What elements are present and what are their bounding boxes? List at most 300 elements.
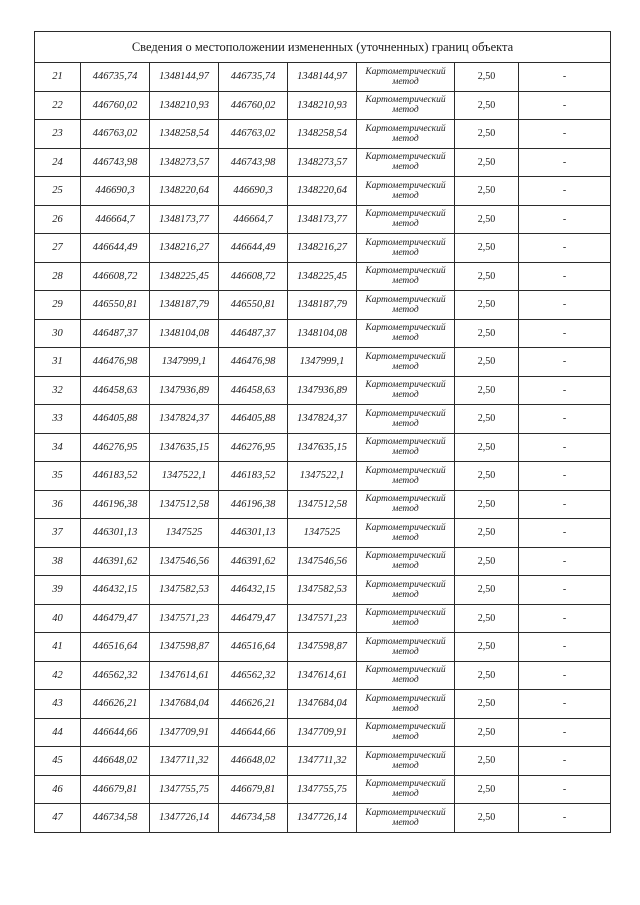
point-number-cell: 42 — [35, 661, 81, 690]
point-number-cell: 41 — [35, 633, 81, 662]
note-cell: - — [519, 376, 611, 405]
precision-cell: 2,50 — [455, 291, 519, 320]
refined-y-cell: 1348104,08 — [288, 319, 357, 348]
point-number-cell: 44 — [35, 718, 81, 747]
refined-x-cell: 446690,3 — [219, 177, 288, 206]
note-cell: - — [519, 148, 611, 177]
point-number-cell: 38 — [35, 547, 81, 576]
method-line-1: Картометрический — [365, 123, 446, 134]
precision-cell: 2,50 — [455, 490, 519, 519]
existing-x-cell: 446679,81 — [81, 775, 150, 804]
table-title: Сведения о местоположении измененных (уточненных) границ объекта — [35, 32, 611, 63]
table-row — [35, 547, 611, 576]
method-cell — [357, 177, 455, 206]
method-line-2: метод — [392, 276, 419, 287]
table-body — [35, 63, 611, 833]
method-line-1: Картометрический — [365, 152, 446, 163]
method-line-1: Картометрический — [365, 522, 446, 533]
refined-x-cell: 446550,81 — [219, 291, 288, 320]
method-line-1: Картометрический — [365, 551, 446, 562]
method-line-1: Картометрический — [365, 494, 446, 505]
precision-cell: 2,50 — [455, 319, 519, 348]
point-number-cell: 40 — [35, 604, 81, 633]
refined-x-cell: 446301,13 — [219, 519, 288, 548]
method-cell — [357, 405, 455, 434]
existing-y-cell: 1348144,97 — [150, 63, 219, 92]
table-row — [35, 462, 611, 491]
refined-y-cell: 1347999,1 — [288, 348, 357, 377]
method-line-1: Картометрический — [365, 294, 446, 305]
note-cell: - — [519, 262, 611, 291]
table-row — [35, 91, 611, 120]
method-cell — [357, 319, 455, 348]
refined-x-cell: 446644,66 — [219, 718, 288, 747]
existing-y-cell: 1347525 — [150, 519, 219, 548]
existing-x-cell: 446743,98 — [81, 148, 150, 177]
precision-cell: 2,50 — [455, 718, 519, 747]
method-line-2: метод — [392, 618, 419, 629]
refined-x-cell: 446608,72 — [219, 262, 288, 291]
table-row — [35, 690, 611, 719]
refined-x-cell: 446644,49 — [219, 234, 288, 263]
existing-x-cell: 446608,72 — [81, 262, 150, 291]
method-line-2: метод — [392, 390, 419, 401]
method-line-2: метод — [392, 817, 419, 828]
existing-y-cell: 1348225,45 — [150, 262, 219, 291]
method-cell — [357, 262, 455, 291]
existing-x-cell: 446391,62 — [81, 547, 150, 576]
existing-x-cell: 446301,13 — [81, 519, 150, 548]
precision-cell: 2,50 — [455, 576, 519, 605]
note-cell: - — [519, 547, 611, 576]
note-cell: - — [519, 433, 611, 462]
method-cell — [357, 291, 455, 320]
refined-y-cell: 1347936,89 — [288, 376, 357, 405]
precision-cell: 2,50 — [455, 348, 519, 377]
existing-y-cell: 1347522,1 — [150, 462, 219, 491]
method-line-2: метод — [392, 162, 419, 173]
refined-x-cell: 446432,15 — [219, 576, 288, 605]
method-line-2: метод — [392, 133, 419, 144]
refined-x-cell: 446479,47 — [219, 604, 288, 633]
point-number-cell: 39 — [35, 576, 81, 605]
method-line-1: Картометрический — [365, 693, 446, 704]
method-line-2: метод — [392, 760, 419, 771]
precision-cell: 2,50 — [455, 376, 519, 405]
refined-y-cell: 1347709,91 — [288, 718, 357, 747]
method-line-2: метод — [392, 732, 419, 743]
existing-x-cell: 446735,74 — [81, 63, 150, 92]
table-row — [35, 576, 611, 605]
table-row — [35, 348, 611, 377]
table-row — [35, 319, 611, 348]
method-cell — [357, 604, 455, 633]
note-cell: - — [519, 120, 611, 149]
table-row — [35, 633, 611, 662]
method-line-1: Картометрический — [365, 750, 446, 761]
point-number-cell: 46 — [35, 775, 81, 804]
method-line-1: Картометрический — [365, 209, 446, 220]
existing-x-cell: 446664,7 — [81, 205, 150, 234]
method-cell — [357, 234, 455, 263]
precision-cell: 2,50 — [455, 775, 519, 804]
method-line-1: Картометрический — [365, 351, 446, 362]
existing-y-cell: 1347571,23 — [150, 604, 219, 633]
precision-cell: 2,50 — [455, 633, 519, 662]
method-line-2: метод — [392, 304, 419, 315]
note-cell: - — [519, 718, 611, 747]
table-row — [35, 262, 611, 291]
refined-y-cell: 1348187,79 — [288, 291, 357, 320]
existing-y-cell: 1347512,58 — [150, 490, 219, 519]
existing-y-cell: 1348187,79 — [150, 291, 219, 320]
method-cell — [357, 490, 455, 519]
note-cell: - — [519, 690, 611, 719]
method-line-2: метод — [392, 219, 419, 230]
precision-cell: 2,50 — [455, 205, 519, 234]
existing-x-cell: 446476,98 — [81, 348, 150, 377]
refined-y-cell: 1348210,93 — [288, 91, 357, 120]
method-line-1: Картометрический — [365, 608, 446, 619]
precision-cell: 2,50 — [455, 462, 519, 491]
existing-y-cell: 1347824,37 — [150, 405, 219, 434]
method-cell — [357, 690, 455, 719]
refined-y-cell: 1347522,1 — [288, 462, 357, 491]
method-line-1: Картометрический — [365, 323, 446, 334]
precision-cell: 2,50 — [455, 63, 519, 92]
refined-y-cell: 1347571,23 — [288, 604, 357, 633]
method-line-1: Картометрический — [365, 437, 446, 448]
point-number-cell: 32 — [35, 376, 81, 405]
existing-y-cell: 1348220,64 — [150, 177, 219, 206]
note-cell: - — [519, 462, 611, 491]
existing-x-cell: 446276,95 — [81, 433, 150, 462]
precision-cell: 2,50 — [455, 747, 519, 776]
method-line-1: Картометрический — [365, 408, 446, 419]
table-row — [35, 519, 611, 548]
precision-cell: 2,50 — [455, 234, 519, 263]
precision-cell: 2,50 — [455, 519, 519, 548]
precision-cell: 2,50 — [455, 91, 519, 120]
refined-x-cell: 446276,95 — [219, 433, 288, 462]
method-line-2: метод — [392, 361, 419, 372]
refined-y-cell: 1347684,04 — [288, 690, 357, 719]
precision-cell: 2,50 — [455, 604, 519, 633]
method-line-2: метод — [392, 105, 419, 116]
precision-cell: 2,50 — [455, 262, 519, 291]
refined-x-cell: 446405,88 — [219, 405, 288, 434]
table-row — [35, 433, 611, 462]
refined-y-cell: 1347726,14 — [288, 804, 357, 833]
point-number-cell: 45 — [35, 747, 81, 776]
point-number-cell: 30 — [35, 319, 81, 348]
point-number-cell: 31 — [35, 348, 81, 377]
refined-y-cell: 1348220,64 — [288, 177, 357, 206]
existing-y-cell: 1347711,32 — [150, 747, 219, 776]
method-cell — [357, 547, 455, 576]
precision-cell: 2,50 — [455, 433, 519, 462]
note-cell: - — [519, 747, 611, 776]
method-line-2: метод — [392, 561, 419, 572]
precision-cell: 2,50 — [455, 661, 519, 690]
refined-x-cell: 446562,32 — [219, 661, 288, 690]
refined-x-cell: 446679,81 — [219, 775, 288, 804]
refined-x-cell: 446476,98 — [219, 348, 288, 377]
method-line-2: метод — [392, 646, 419, 657]
table-row — [35, 490, 611, 519]
method-line-1: Картометрический — [365, 807, 446, 818]
method-line-1: Картометрический — [365, 665, 446, 676]
refined-y-cell: 1347614,61 — [288, 661, 357, 690]
table-row — [35, 804, 611, 833]
precision-cell: 2,50 — [455, 148, 519, 177]
refined-x-cell: 446734,58 — [219, 804, 288, 833]
refined-y-cell: 1347598,87 — [288, 633, 357, 662]
table-row — [35, 148, 611, 177]
existing-x-cell: 446550,81 — [81, 291, 150, 320]
refined-y-cell: 1348144,97 — [288, 63, 357, 92]
method-line-2: метод — [392, 333, 419, 344]
table-row — [35, 405, 611, 434]
refined-x-cell: 446735,74 — [219, 63, 288, 92]
table-row — [35, 205, 611, 234]
refined-y-cell: 1348173,77 — [288, 205, 357, 234]
refined-x-cell: 446626,21 — [219, 690, 288, 719]
note-cell: - — [519, 234, 611, 263]
note-cell: - — [519, 63, 611, 92]
table-row — [35, 120, 611, 149]
existing-y-cell: 1347709,91 — [150, 718, 219, 747]
method-line-1: Картометрический — [365, 380, 446, 391]
refined-y-cell: 1347512,58 — [288, 490, 357, 519]
point-number-cell: 25 — [35, 177, 81, 206]
point-number-cell: 37 — [35, 519, 81, 548]
method-cell — [357, 718, 455, 747]
method-line-2: метод — [392, 447, 419, 458]
table-row — [35, 177, 611, 206]
refined-x-cell: 446648,02 — [219, 747, 288, 776]
method-cell — [357, 519, 455, 548]
refined-x-cell: 446183,52 — [219, 462, 288, 491]
refined-y-cell: 1347525 — [288, 519, 357, 548]
note-cell: - — [519, 519, 611, 548]
method-line-1: Картометрический — [365, 579, 446, 590]
existing-y-cell: 1348173,77 — [150, 205, 219, 234]
method-line-1: Картометрический — [365, 95, 446, 106]
method-line-2: метод — [392, 504, 419, 515]
existing-y-cell: 1347999,1 — [150, 348, 219, 377]
point-number-cell: 24 — [35, 148, 81, 177]
existing-y-cell: 1347726,14 — [150, 804, 219, 833]
method-cell — [357, 433, 455, 462]
method-line-1: Картометрический — [365, 722, 446, 733]
existing-x-cell: 446644,49 — [81, 234, 150, 263]
existing-y-cell: 1348258,54 — [150, 120, 219, 149]
table-row — [35, 376, 611, 405]
existing-x-cell: 446432,15 — [81, 576, 150, 605]
point-number-cell: 28 — [35, 262, 81, 291]
existing-x-cell: 446690,3 — [81, 177, 150, 206]
refined-x-cell: 446487,37 — [219, 319, 288, 348]
method-line-1: Картометрический — [365, 266, 446, 277]
point-number-cell: 34 — [35, 433, 81, 462]
existing-y-cell: 1347582,53 — [150, 576, 219, 605]
table-row — [35, 661, 611, 690]
method-line-2: метод — [392, 675, 419, 686]
point-number-cell: 33 — [35, 405, 81, 434]
table-row — [35, 234, 611, 263]
table-row — [35, 604, 611, 633]
note-cell: - — [519, 804, 611, 833]
existing-y-cell: 1347598,87 — [150, 633, 219, 662]
refined-y-cell: 1348258,54 — [288, 120, 357, 149]
method-line-1: Картометрический — [365, 237, 446, 248]
precision-cell: 2,50 — [455, 177, 519, 206]
refined-x-cell: 446391,62 — [219, 547, 288, 576]
method-line-2: метод — [392, 418, 419, 429]
existing-y-cell: 1347635,15 — [150, 433, 219, 462]
method-line-1: Картометрический — [365, 465, 446, 476]
existing-x-cell: 446760,02 — [81, 91, 150, 120]
method-cell — [357, 376, 455, 405]
existing-x-cell: 446763,02 — [81, 120, 150, 149]
existing-x-cell: 446562,32 — [81, 661, 150, 690]
refined-y-cell: 1348216,27 — [288, 234, 357, 263]
method-line-1: Картометрический — [365, 180, 446, 191]
method-line-2: метод — [392, 76, 419, 87]
refined-x-cell: 446516,64 — [219, 633, 288, 662]
method-cell — [357, 205, 455, 234]
note-cell: - — [519, 490, 611, 519]
existing-y-cell: 1348273,57 — [150, 148, 219, 177]
existing-x-cell: 446734,58 — [81, 804, 150, 833]
method-cell — [357, 63, 455, 92]
method-line-2: метод — [392, 247, 419, 258]
table-row — [35, 775, 611, 804]
existing-x-cell: 446487,37 — [81, 319, 150, 348]
table-row — [35, 63, 611, 92]
existing-x-cell: 446479,47 — [81, 604, 150, 633]
refined-y-cell: 1347546,56 — [288, 547, 357, 576]
method-cell — [357, 633, 455, 662]
method-cell — [357, 804, 455, 833]
refined-x-cell: 446760,02 — [219, 91, 288, 120]
table-row — [35, 291, 611, 320]
point-number-cell: 26 — [35, 205, 81, 234]
point-number-cell: 22 — [35, 91, 81, 120]
point-number-cell: 27 — [35, 234, 81, 263]
note-cell: - — [519, 91, 611, 120]
refined-y-cell: 1348225,45 — [288, 262, 357, 291]
method-line-2: метод — [392, 475, 419, 486]
note-cell: - — [519, 291, 611, 320]
note-cell: - — [519, 348, 611, 377]
existing-y-cell: 1347936,89 — [150, 376, 219, 405]
point-number-cell: 29 — [35, 291, 81, 320]
point-number-cell: 47 — [35, 804, 81, 833]
method-cell — [357, 775, 455, 804]
existing-x-cell: 446196,38 — [81, 490, 150, 519]
point-number-cell: 23 — [35, 120, 81, 149]
existing-y-cell: 1347684,04 — [150, 690, 219, 719]
existing-x-cell: 446183,52 — [81, 462, 150, 491]
method-cell — [357, 120, 455, 149]
existing-y-cell: 1348210,93 — [150, 91, 219, 120]
table-header-row — [35, 32, 611, 63]
note-cell: - — [519, 319, 611, 348]
existing-x-cell: 446626,21 — [81, 690, 150, 719]
existing-x-cell: 446644,66 — [81, 718, 150, 747]
point-number-cell: 36 — [35, 490, 81, 519]
refined-x-cell: 446196,38 — [219, 490, 288, 519]
precision-cell: 2,50 — [455, 120, 519, 149]
refined-x-cell: 446458,63 — [219, 376, 288, 405]
precision-cell: 2,50 — [455, 804, 519, 833]
existing-x-cell: 446458,63 — [81, 376, 150, 405]
refined-x-cell: 446763,02 — [219, 120, 288, 149]
precision-cell: 2,50 — [455, 405, 519, 434]
refined-y-cell: 1347635,15 — [288, 433, 357, 462]
existing-x-cell: 446405,88 — [81, 405, 150, 434]
table-row — [35, 718, 611, 747]
note-cell: - — [519, 775, 611, 804]
existing-y-cell: 1348216,27 — [150, 234, 219, 263]
point-number-cell: 35 — [35, 462, 81, 491]
note-cell: - — [519, 604, 611, 633]
existing-y-cell: 1347755,75 — [150, 775, 219, 804]
method-cell — [357, 348, 455, 377]
note-cell: - — [519, 633, 611, 662]
method-cell — [357, 576, 455, 605]
refined-y-cell: 1347755,75 — [288, 775, 357, 804]
method-line-2: метод — [392, 532, 419, 543]
method-line-1: Картометрический — [365, 636, 446, 647]
method-line-2: метод — [392, 703, 419, 714]
existing-y-cell: 1347614,61 — [150, 661, 219, 690]
boundary-coordinates-table — [34, 31, 611, 833]
table-row — [35, 747, 611, 776]
existing-y-cell: 1347546,56 — [150, 547, 219, 576]
method-cell — [357, 661, 455, 690]
refined-x-cell: 446664,7 — [219, 205, 288, 234]
note-cell: - — [519, 576, 611, 605]
refined-x-cell: 446743,98 — [219, 148, 288, 177]
precision-cell: 2,50 — [455, 690, 519, 719]
existing-x-cell: 446516,64 — [81, 633, 150, 662]
refined-y-cell: 1348273,57 — [288, 148, 357, 177]
note-cell: - — [519, 177, 611, 206]
point-number-cell: 43 — [35, 690, 81, 719]
note-cell: - — [519, 205, 611, 234]
method-cell — [357, 91, 455, 120]
method-line-2: метод — [392, 789, 419, 800]
refined-y-cell: 1347711,32 — [288, 747, 357, 776]
existing-y-cell: 1348104,08 — [150, 319, 219, 348]
note-cell: - — [519, 405, 611, 434]
note-cell: - — [519, 661, 611, 690]
method-cell — [357, 462, 455, 491]
refined-y-cell: 1347582,53 — [288, 576, 357, 605]
refined-y-cell: 1347824,37 — [288, 405, 357, 434]
method-line-1: Картометрический — [365, 779, 446, 790]
method-cell — [357, 148, 455, 177]
precision-cell: 2,50 — [455, 547, 519, 576]
method-line-1: Картометрический — [365, 66, 446, 77]
existing-x-cell: 446648,02 — [81, 747, 150, 776]
method-cell — [357, 747, 455, 776]
point-number-cell: 21 — [35, 63, 81, 92]
method-line-2: метод — [392, 589, 419, 600]
